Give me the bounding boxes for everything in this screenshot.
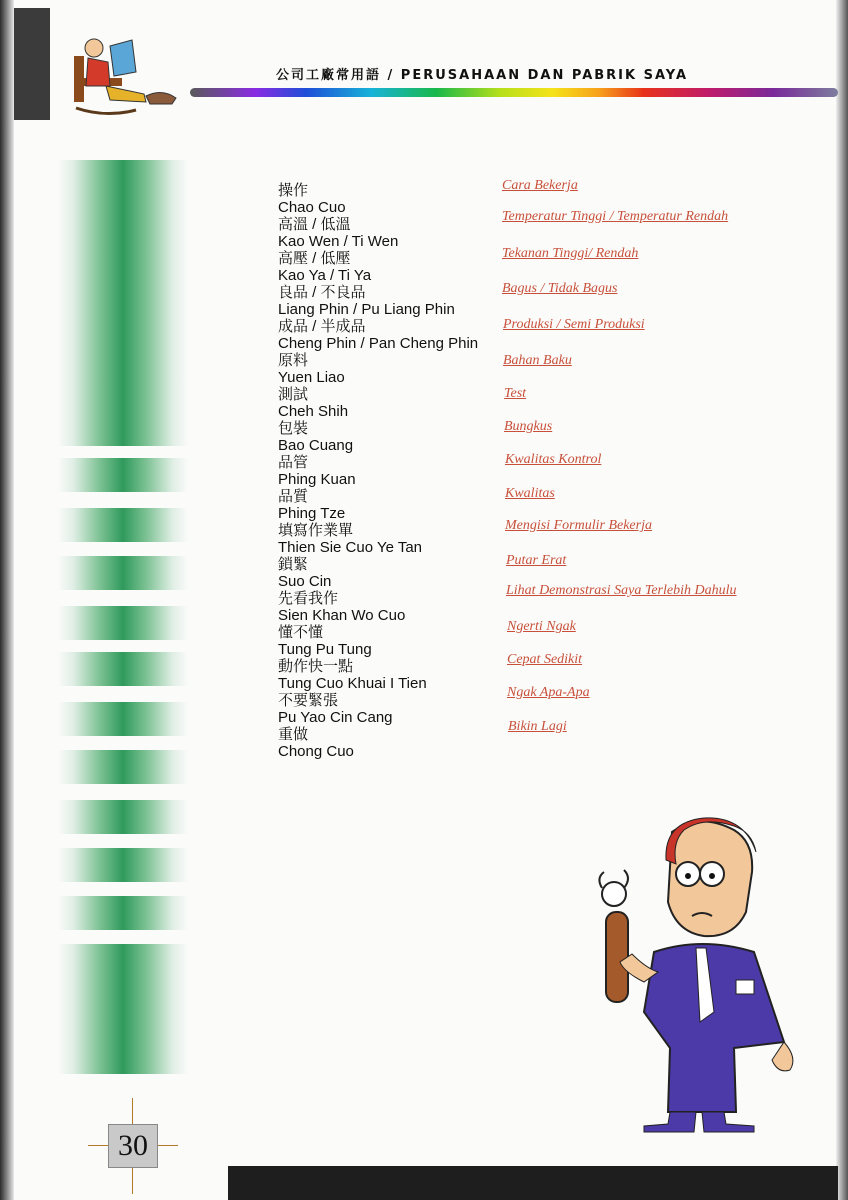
term-translation: Putar Erat [506, 553, 567, 568]
decorative-stripe [58, 848, 188, 882]
term-pinyin: Sien Khan Wo Cuo [278, 607, 406, 624]
term-chinese: 鎖緊 [278, 556, 309, 573]
bottom-dark-bar [228, 1166, 838, 1200]
decorative-stripe [58, 160, 188, 446]
term-translation: Produksi / Semi Produksi [503, 317, 645, 332]
term-translation: Temperatur Tinggi / Temperatur Rendah [502, 209, 729, 224]
term-chinese: 品管 [278, 454, 309, 471]
term-chinese: 成品 / 半成品 [278, 318, 366, 335]
decorative-stripe [58, 606, 188, 640]
term-translation: Ngak Apa-Apa [507, 685, 590, 700]
decorative-stripe [58, 652, 188, 686]
decorative-stripe [58, 702, 188, 736]
term-translation: Cepat Sedikit [507, 652, 583, 667]
decorative-stripe [58, 750, 188, 784]
decorative-stripe [58, 458, 188, 492]
term-chinese: 懂不懂 [278, 624, 324, 641]
term-pinyin: Thien Sie Cuo Ye Tan [278, 539, 423, 556]
term-pinyin: Phing Kuan [278, 471, 356, 488]
term-translation: Cara Bekerja [502, 178, 578, 193]
term-chinese: 高溫 / 低溫 [278, 216, 351, 233]
term-chinese: 原料 [278, 352, 309, 369]
term-translation: Tekanan Tinggi/ Rendah [502, 246, 639, 261]
businessman-holding-doll-illustration [584, 812, 810, 1136]
page-header-title: 公司工廠常用語 / PERUSAHAAN DAN PABRIK SAYA [276, 68, 689, 83]
term-chinese: 包裝 [278, 420, 309, 437]
header-rainbow-bar [190, 88, 838, 97]
term-pinyin: Tung Pu Tung [278, 641, 372, 658]
term-chinese: 重做 [278, 726, 309, 743]
term-chinese: 不要緊張 [278, 692, 339, 709]
term-translation: Ngerti Ngak [507, 619, 576, 634]
decorative-stripe [58, 508, 188, 542]
term-pinyin: Cheng Phin / Pan Cheng Phin [278, 335, 479, 352]
term-translation: Mengisi Formulir Bekerja [505, 518, 652, 533]
term-translation: Bungkus [504, 419, 553, 434]
term-chinese: 操作 [278, 182, 309, 199]
term-translation: Test [504, 386, 527, 401]
term-pinyin: Liang Phin / Pu Liang Phin [278, 301, 455, 318]
term-chinese: 動作快一點 [278, 658, 354, 675]
term-pinyin: Kao Wen / Ti Wen [278, 233, 399, 250]
term-translation: Bagus / Tidak Bagus [502, 281, 618, 296]
term-chinese: 測試 [278, 386, 309, 403]
term-pinyin: Chao Cuo [278, 199, 346, 216]
term-pinyin: Kao Ya / Ti Ya [278, 267, 372, 284]
decorative-stripe [58, 944, 188, 1074]
term-translation: Kwalitas [505, 486, 555, 501]
term-pinyin: Phing Tze [278, 505, 346, 522]
term-translation: Bahan Baku [503, 353, 572, 368]
book-spine [0, 0, 14, 1200]
term-chinese: 高壓 / 低壓 [278, 250, 351, 267]
corner-shadow [14, 8, 50, 120]
term-chinese: 良品 / 不良品 [278, 284, 366, 301]
term-pinyin: Tung Cuo Khuai I Tien [278, 675, 427, 692]
term-translation: Kwalitas Kontrol [505, 452, 602, 467]
term-pinyin: Chong Cuo [278, 743, 354, 760]
term-translation: Lihat Demonstrasi Saya Terlebih Dahulu [506, 583, 737, 598]
term-pinyin: Suo Cin [278, 573, 332, 590]
terms-column [278, 182, 478, 760]
decorative-stripe [58, 800, 188, 834]
term-chinese: 填寫作業單 [278, 522, 354, 539]
old-man-rocking-chair-illustration [66, 34, 192, 118]
decorative-stripe [58, 896, 188, 930]
term-chinese: 品質 [278, 488, 309, 505]
term-translation: Bikin Lagi [508, 719, 567, 734]
page-number: 30 [108, 1124, 158, 1168]
term-pinyin: Yuen Liao [278, 369, 345, 386]
term-chinese: 先看我作 [278, 590, 339, 607]
term-pinyin: Pu Yao Cin Cang [278, 709, 393, 726]
decorative-stripe [58, 556, 188, 590]
term-pinyin: Cheh Shih [278, 403, 349, 420]
page-right-edge [836, 0, 848, 1200]
term-pinyin: Bao Cuang [278, 437, 354, 454]
